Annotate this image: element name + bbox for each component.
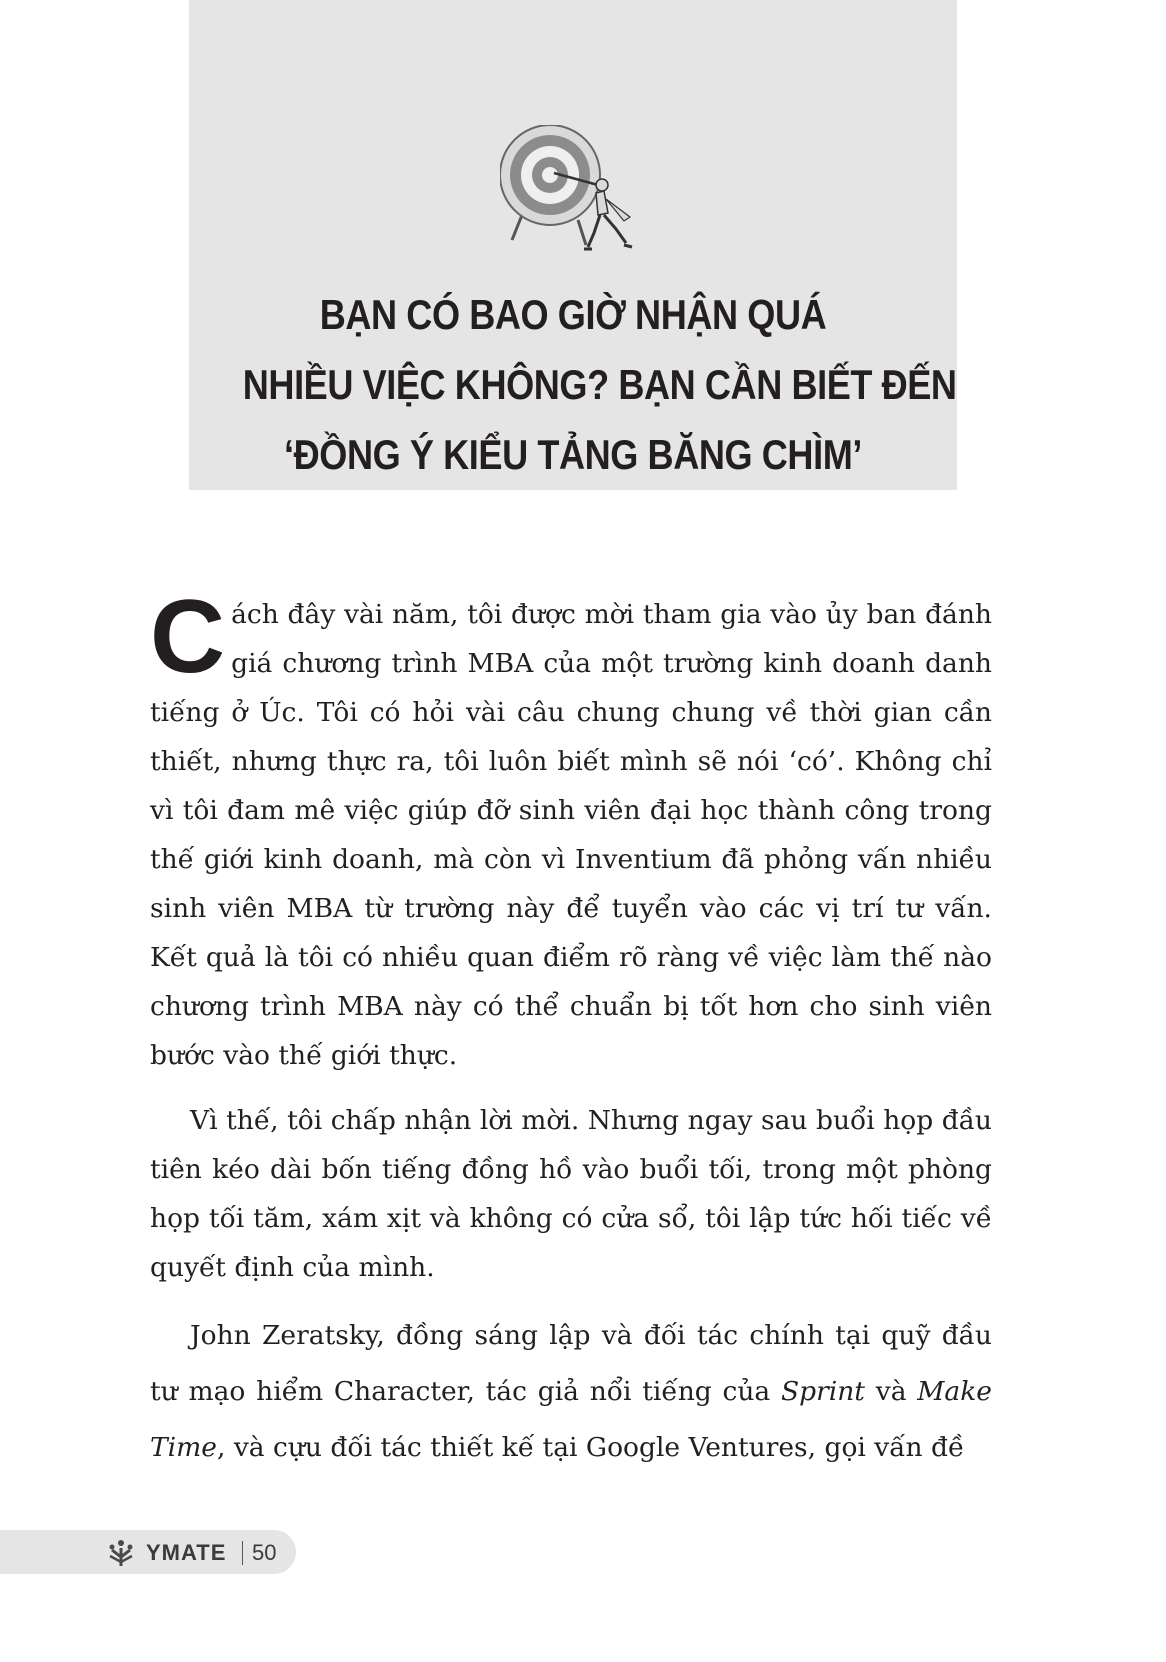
footer-separator	[242, 1541, 243, 1565]
chapter-title-line-3: ‘ĐỒNG Ý KIỂU TẢNG BĂNG CHÌM’	[284, 431, 862, 478]
chapter-title-line-1: BẠN CÓ BAO GIỜ NHẬN QUÁ	[319, 291, 827, 338]
paragraph-3-part-2: và	[864, 1376, 918, 1407]
paragraph-3-part-1: John Zeratsky, đồng sáng lập và đối tác chính tại quỹ đầu tư mạo hiểm Character, tác giả nổi tiếng của	[150, 1320, 992, 1407]
book-title-sprint: Sprint	[780, 1376, 865, 1407]
paragraph-3-part-3: , và cựu đối tác thiết kế tại Google Ventures, gọi vấn đề	[216, 1432, 965, 1463]
paragraph-1	[150, 579, 992, 1080]
paragraph-1-text: ách đây vài năm, tôi được mời tham gia vào ủy ban đánh giá chương trình MBA của một trường kinh doanh danh tiếng ở Úc. Tôi có hỏi vài câu chung chung về thời gian cần thiết, nhưng thực ra, tôi luôn biết mình sẽ nói ‘có’. Không chỉ vì tôi đam mê việc giúp đỡ sinh viên đại học thành công trong thế giới kinh doanh, mà còn vì Inventium đã phỏng vấn nhiều sinh viên MBA từ trường này để tuyển vào các vị trí tư vấn. Kết quả là tôi có nhiều quan điểm rõ ràng về việc làm thế nào chương trình MBA này có thể chuẩn bị tốt hơn cho sinh viên bước vào thế giới thực.	[150, 599, 992, 1071]
paragraph-2: Vì thế, tôi chấp nhận lời mời. Nhưng ngay sau buổi họp đầu tiên kéo dài bốn tiếng đồng hồ vào buổi tối, trong một phòng họp tối tăm, xám xịt và không có cửa sổ, tôi lập tức hối tiếc về quyết định của mình.	[150, 1105, 992, 1283]
chapter-title-line-2: NHIỀU VIỆC KHÔNG? BẠN CẦN BIẾT ĐẾN	[242, 361, 957, 408]
page-number: 50	[252, 1540, 277, 1565]
footer-brand: YMATE	[146, 1540, 227, 1565]
ymate-logo-icon	[106, 1538, 136, 1568]
chapter-title	[242, 280, 957, 490]
drop-cap: C	[150, 579, 226, 695]
paragraph-3	[150, 1308, 992, 1476]
target-with-archer-icon	[500, 125, 660, 265]
body-text	[150, 579, 992, 1492]
book-title-make-time: Make Time	[150, 1376, 992, 1463]
